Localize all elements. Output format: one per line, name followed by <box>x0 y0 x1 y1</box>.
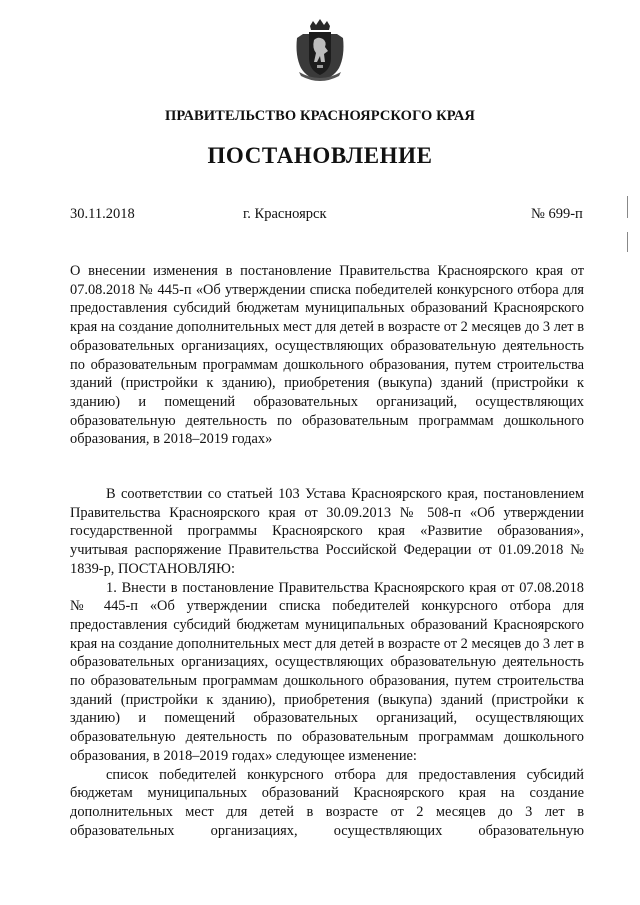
document-body <box>70 485 584 840</box>
document-city: г. Красноярск <box>243 206 327 222</box>
document-date: 30.11.2018 <box>70 206 135 222</box>
krasnoyarsk-coat-of-arms-icon <box>293 18 347 82</box>
document-number: № 699-п <box>531 206 583 222</box>
government-name: ПРАВИТЕЛЬСТВО КРАСНОЯРСКОГО КРАЯ <box>164 108 475 124</box>
scan-edge-mark <box>627 196 628 218</box>
document-subject: О внесении изменения в постановление Правительства Красноярского края от 07.08.2018 № 445-п «Об утверждении списка победителей конкурсного отбора для предоставления субсидий бюджетам муниципальных образований Красноярского края на создание дополнительных мест для детей в возрасте от 2 месяцев до 3 лет в образовательных организациях, осуществляющих образовательную деятельность по образовательным программам дошкольного образования, путем строительства зданий (пристройки к зданию), приобретения (выкупа) зданий (пристройки к зданию) и помещений образовательных организаций, осуществляющих образовательную деятельность по образовательным программам дошкольного образования, в 2018–2019 годах» <box>70 263 584 448</box>
document-type-title: ПОСТАНОВЛЕНИЕ <box>207 143 433 168</box>
body-paragraph-2: 1. Внести в постановление Правительства Красноярского края от 07.08.2018 № 445-п «Об утверждении списка победителей конкурсного отбора для предоставления субсидий бюджетам муниципальных образований Красноярского края на создание дополнительных мест для детей в возрасте от 2 месяцев до 3 лет в образовательных организациях, осуществляющих образовательную деятельность по образовательным программам дошкольного образования, путем строительства зданий (пристройки к зданию), приобретения (выкупа) зданий (пристройки к зданию) и помещений образовательных организаций, осуществляющих образовательную деятельность по образовательным программам дошкольного образования, в 2018–2019 годах» следующее изменение: <box>70 579 584 764</box>
scan-edge-mark <box>627 232 628 252</box>
body-paragraph-3: список победителей конкурсного отбора для предоставления субсидий бюджетам муниципальных образований Красноярского края на создание дополнительных мест для детей в возрасте от 2 месяцев до 3 лет в образовательных организациях, осуществляющих образовательную <box>70 766 584 839</box>
body-paragraph-1: В соответствии со статьей 103 Устава Красноярского края, постановлением Правительства Красноярского края от 30.09.2013 № 508-п «Об утверждении государственной программы Красноярского края «Развитие образования», учитывая распоряжение Правительства Российской Федерации от 01.09.2018 № 1839-р, ПОСТАНОВЛЯЮ: <box>70 486 584 577</box>
